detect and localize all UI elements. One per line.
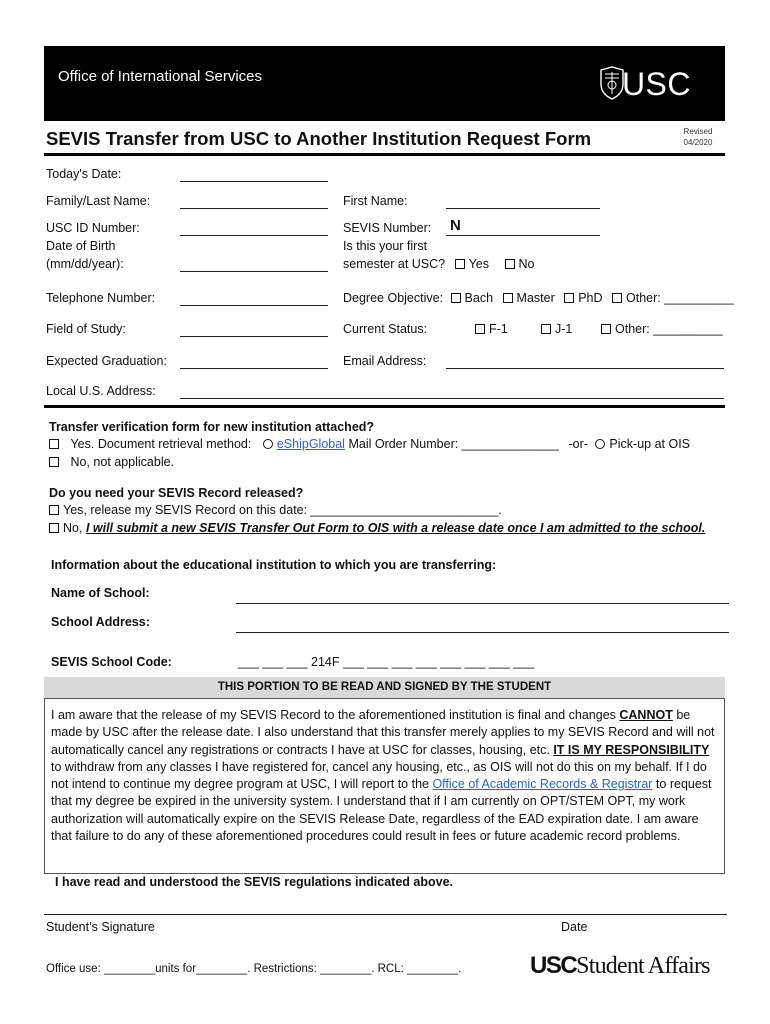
email-field[interactable] (446, 368, 724, 369)
f1-checkbox[interactable] (475, 324, 485, 334)
expected-graduation-field[interactable] (180, 368, 328, 369)
transfer-yes-checkbox[interactable] (49, 439, 59, 449)
first-sem-yes-label: Yes (468, 257, 490, 271)
j1-option (541, 322, 572, 336)
j1-label: J-1 (555, 322, 573, 336)
usc-logo: USC (621, 66, 691, 102)
sevis-school-code-field[interactable]: ___ ___ ___ 214F ___ ___ ___ ___ ___ ___ ___ ___ (238, 655, 535, 669)
phd-label: PhD (578, 291, 603, 305)
office-name: Office of International Services (58, 68, 262, 85)
first-sem-yes-checkbox[interactable] (455, 259, 465, 269)
release-yes-checkbox[interactable] (49, 505, 59, 515)
acknowledgement: I have read and understood the SEVIS regulations indicated above. (55, 875, 454, 889)
f1-option (475, 322, 508, 336)
usc-student-affairs-logo (530, 952, 710, 980)
header-banner (44, 46, 725, 121)
phd-checkbox[interactable] (564, 293, 574, 303)
dob-label-line1: Date of Birth (46, 239, 116, 253)
first-name-label: First Name: (343, 194, 408, 208)
release-no-checkbox[interactable] (49, 523, 59, 533)
release-yes-label: Yes, release my SEVIS Record on this date: ___________________________. (63, 503, 502, 517)
telephone-field[interactable] (180, 305, 328, 306)
first-sem-no-checkbox[interactable] (505, 259, 515, 269)
registrar-link[interactable]: Office of Academic Records & Registrar (432, 777, 653, 792)
email-label: Email Address: (343, 354, 427, 368)
form-title: SEVIS Transfer from USC to Another Institution Request Form (46, 128, 592, 149)
revised-date: 04/2020 (683, 138, 713, 147)
usc-id-label: USC ID Number: (46, 221, 140, 235)
family-name-field[interactable] (180, 208, 328, 209)
school-name-field[interactable] (236, 603, 729, 604)
bach-checkbox[interactable] (451, 293, 461, 303)
release-heading: Do you need your SEVIS Record released? (49, 486, 304, 500)
school-address-label: School Address: (51, 615, 150, 629)
section-divider (44, 405, 725, 408)
statement-part-4: to request that my degree be expired in the university system. I understand that if I am currently on OPT/STEM OPT, my work authorization will automatically expire on the SEVIS Release Date, regardless of the EAD expiration date. I am aware that failure to do any of these aforementioned procedures could result in fees or future academic record problems. (51, 777, 712, 844)
usc-id-field[interactable] (180, 235, 328, 236)
transfer-heading: Transfer verification form for new institution attached? (49, 420, 375, 434)
master-label: Master (516, 291, 555, 305)
statement-cannot: CANNOT (619, 708, 673, 722)
school-address-field[interactable] (236, 632, 729, 633)
release-no-row (49, 521, 705, 535)
other-status-option (601, 322, 723, 336)
logo-usc: USC (530, 952, 577, 979)
student-section-bar (44, 677, 725, 698)
pickup-label: Pick-up at OIS (609, 437, 691, 451)
statement-responsibility: IT IS MY RESPONSIBILITY (553, 742, 710, 757)
eshipglobal-link[interactable]: eShipGlobal (276, 437, 345, 451)
statement-part-1: I am aware that the release of my SEVIS Record to the aforementioned institution is final and changes (51, 708, 620, 722)
todays-date-field[interactable] (180, 181, 328, 182)
revised-note (668, 126, 728, 148)
f1-label: F-1 (489, 322, 508, 336)
first-semester-question: semester at USC? (343, 257, 446, 271)
student-statement-box (44, 698, 725, 874)
office-use-line: Office use: ________units for________. Restrictions: ________. RCL: ________. (46, 963, 462, 975)
title-divider (44, 153, 725, 156)
transfer-no-checkbox[interactable] (49, 457, 59, 467)
eship-radio[interactable] (263, 439, 273, 449)
signature-line[interactable] (44, 914, 727, 915)
field-of-study-label: Field of Study: (46, 322, 126, 336)
field-of-study-field[interactable] (180, 336, 328, 337)
degree-objective-label: Degree Objective: (343, 291, 444, 305)
transfer-no-label: No, not applicable. (70, 455, 175, 469)
date-label: Date (561, 920, 588, 934)
other-degree-label: Other: __________ (626, 291, 734, 305)
first-sem-no-label: No (518, 257, 535, 271)
or-separator: -or- (568, 437, 588, 451)
release-no-prefix: No, (63, 521, 83, 535)
first-semester-label-line2 (343, 257, 534, 271)
transfer-yes-label: Yes. Document retrieval method: (70, 437, 252, 451)
first-name-field[interactable] (446, 208, 600, 209)
sevis-number-label: SEVIS Number: (343, 221, 432, 235)
sevis-number-field[interactable] (446, 235, 600, 236)
bach-label: Bach (464, 291, 494, 305)
todays-date-label: Today's Date: (46, 167, 122, 181)
mail-order-label: Mail Order Number: ______________ (348, 437, 559, 451)
degree-objective-row (343, 291, 734, 305)
sevis-school-code-label: SEVIS School Code: (51, 655, 172, 669)
school-name-label: Name of School: (51, 586, 150, 600)
release-no-statement: I will submit a new SEVIS Transfer Out Form to OIS with a release date once I am admitted to the school. (85, 521, 706, 535)
revised-label: Revised (683, 127, 713, 136)
student-statement-text (45, 699, 724, 845)
sevis-prefix: N (450, 217, 461, 234)
dob-field[interactable] (180, 271, 328, 272)
family-name-label: Family/Last Name: (46, 194, 151, 208)
statement-part-3: to withdraw from any classes I have registered for, cancel any housing, etc., as OIS will not do this on my behalf. If I do not intend to continue my degree program at USC, I will report to the (51, 759, 707, 792)
telephone-label: Telephone Number: (46, 291, 156, 305)
other-status-label: Other: __________ (615, 322, 723, 336)
dob-label-line2: (mm/dd/year): (46, 257, 124, 271)
first-semester-label-line1: Is this your first (343, 239, 428, 253)
j1-checkbox[interactable] (541, 324, 551, 334)
expected-graduation-label: Expected Graduation: (46, 354, 167, 368)
logo-student-affairs: Student Affairs (576, 953, 710, 979)
current-status-label: Current Status: (343, 322, 428, 336)
student-section-heading: THIS PORTION TO BE READ AND SIGNED BY THE STUDENT (217, 681, 552, 693)
other-status-checkbox[interactable] (601, 324, 611, 334)
release-yes-row (49, 503, 502, 517)
statement-part-2: be made by USC after the release date. I also understand that this transfer merely applies to my SEVIS Record and will not automatically cancel any registrations or contracts I have at USC for classes, housing, etc. (51, 708, 715, 757)
school-heading: Information about the educational institution to which you are transferring: (51, 558, 497, 572)
pickup-radio[interactable] (595, 439, 605, 449)
transfer-yes-row (49, 437, 690, 451)
local-address-field[interactable] (180, 398, 724, 399)
student-signature-label: Student’s Signature (46, 920, 155, 934)
master-checkbox[interactable] (503, 293, 513, 303)
transfer-no-row (49, 455, 174, 469)
other-degree-checkbox[interactable] (612, 293, 622, 303)
local-address-label: Local U.S. Address: (46, 384, 156, 398)
